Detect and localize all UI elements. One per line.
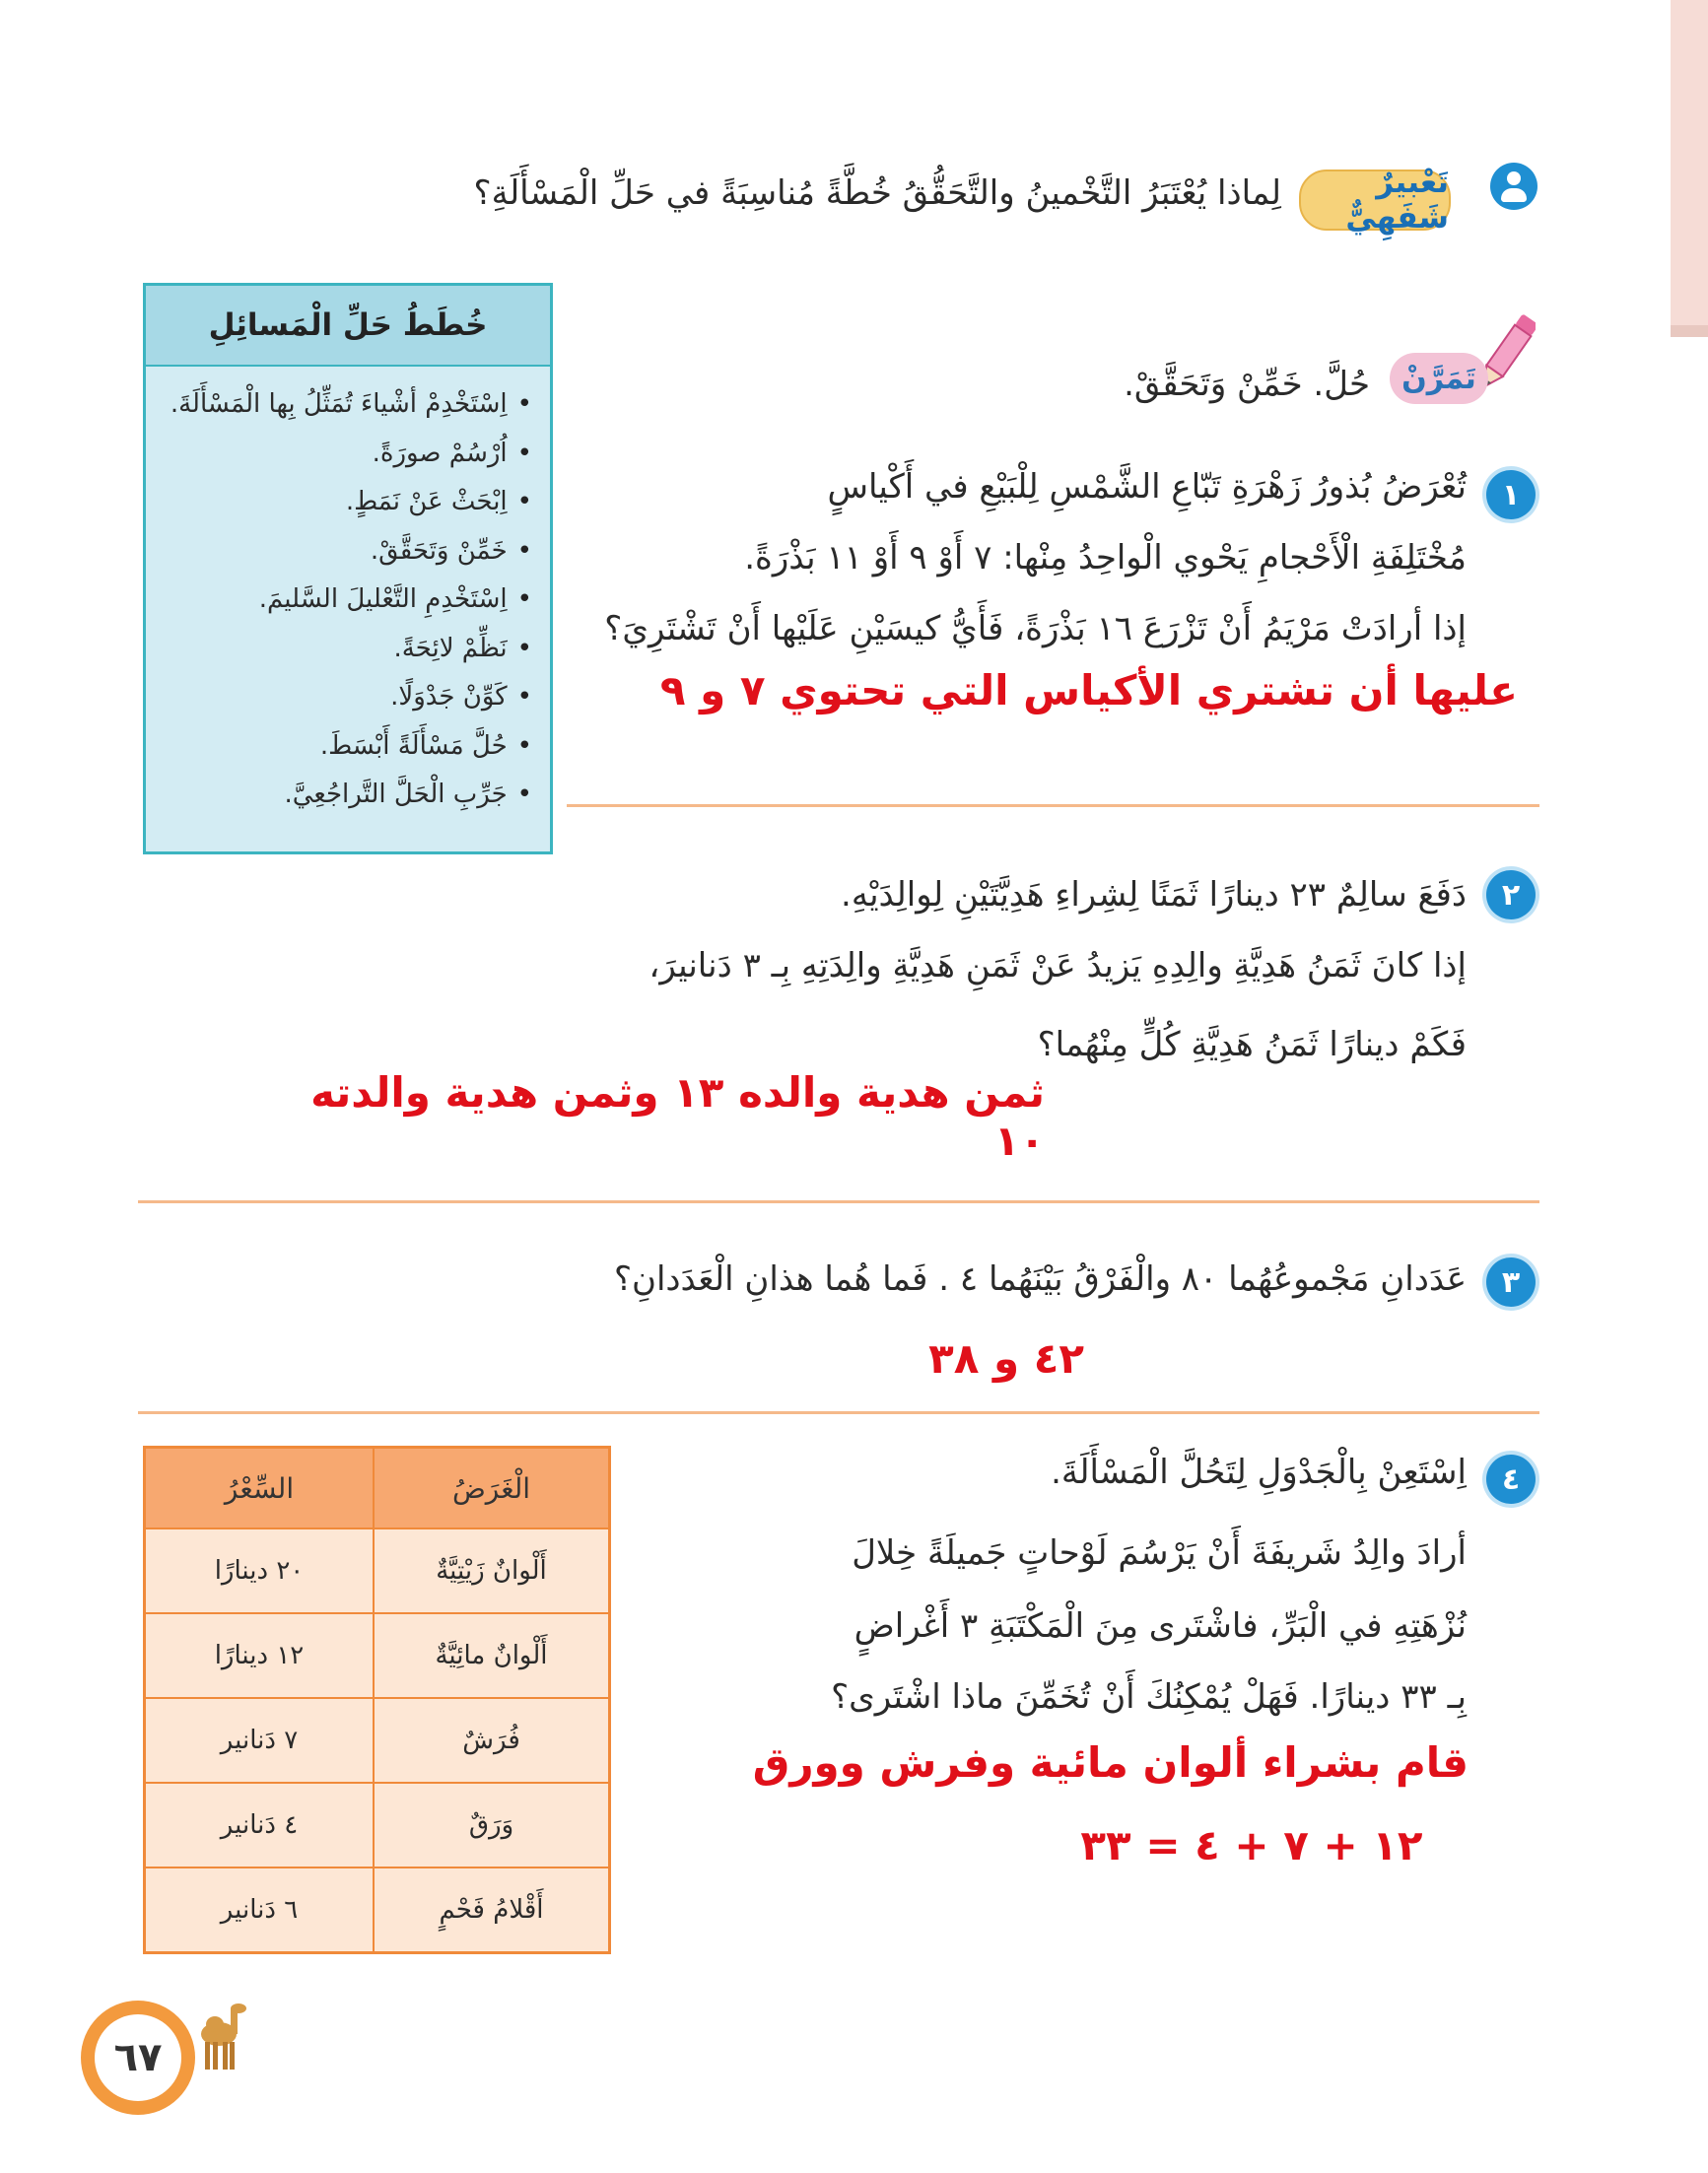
table-row [145,1528,610,1613]
practice-badge: تَمَرَّنْ [1390,353,1488,404]
oral-question: لِماذا يُعْتَبَرُ التَّخْمينُ والتَّحَقُّقُ خُطَّةً مُناسِبَةً في حَلِّ الْمَسْأَلَةِ؟ [473,173,1281,213]
edge-tab-shadow [1671,325,1708,337]
divider [138,1200,1539,1203]
q4-line-2: أرادَ والِدُ شَريفَةَ أَنْ يَرْسُمَ لَوْحاتٍ جَميلَةً خِلالَ [852,1533,1467,1573]
table-header-item: الْغَرَضُ [374,1448,610,1529]
oral-expression-badge: تَعْبيرٌ شَفَهِيٌّ [1299,170,1451,231]
q4-line-4: بِـ ٣٣ دينارًا. فَهَلْ يُمْكِنُكَ أَنْ تُخَمِّنَ ماذا اشْتَرى؟ [831,1677,1467,1717]
strategy-item: •اِسْتَخْدِمِ التَّعْليلَ السَّليمَ. [258,584,532,614]
q2-line-1: دَفَعَ سالِمٌ ٢٣ دينارًا ثَمَنًا لِشِراءِ هَدِيَّتَيْنِ لِوالِدَيْهِ. [841,875,1467,915]
strategy-item: •اُرْسُمْ صورَةً. [372,438,532,468]
item-cell: أَقْلامُ فَحْمٍ [374,1867,610,1953]
q2-answer: ثمن هدية والده ١٣ وثمن هدية والدته ١٠ [310,1068,1045,1165]
price-table [143,1446,611,1954]
divider [138,1411,1539,1414]
table-row [145,1867,610,1953]
item-cell: أَلْوانٌ زَيْتِيَّةٌ [374,1528,610,1613]
strategy-item: •نَظِّمْ لائِحَةً. [393,633,532,663]
q4-line-3: نُزْهَتِهِ في الْبَرِّ، فاشْتَرى مِنَ الْمَكْتَبَةِ ٣ أَغْراضٍ [854,1606,1467,1646]
table-row [145,1698,610,1783]
item-cell: أَلْوانٌ مائِيَّةٌ [374,1613,610,1698]
page-number-badge [81,2001,195,2115]
q4-answer-line-1: قام بشراء ألوان مائية وفرش وورق [752,1738,1469,1787]
table-header-price: السِّعْرُ [145,1448,375,1529]
q4-line-1: اِسْتَعِنْ بِالْجَدْوَلِ لِتَحُلَّ الْمَسْأَلَةَ. [1051,1453,1467,1492]
strategy-item: •حُلَّ مَسْأَلَةً أَبْسَطَ. [319,730,532,761]
question-2-number: ٢ [1486,870,1536,919]
q3-answer: ٤٢ و ٣٨ [928,1334,1084,1383]
edge-tab [1671,0,1708,335]
strategy-item: •جَرِّبِ الْحَلَّ التَّراجُعِيَّ. [284,780,532,809]
speaker-person-icon [1490,163,1537,210]
camel-icon [193,1999,248,2073]
strategies-title: خُطَطُ حَلِّ الْمَسائِلِ [146,286,550,367]
item-cell: وَرَقٌ [374,1783,610,1867]
price-cell: ٦ دَنانير [145,1867,375,1953]
divider [567,804,1539,807]
q1-line-1: تُعْرَضُ بُذورُ زَهْرَةِ تَبّاعِ الشَّمْسِ لِلْبَيْعِ في أَكْياسٍ [827,467,1467,507]
price-cell: ٧ دَنانير [145,1698,375,1783]
question-3-number: ٣ [1486,1257,1536,1307]
q1-line-3: إذا أرادَتْ مَرْيَمُ أَنْ تَزْرَعَ ١٦ بَذْرَةً، فَأَيُّ كيسَيْنِ عَلَيْها أَنْ تَشْتَرِيَ؟ [604,609,1467,648]
question-1-number: ١ [1486,470,1536,519]
price-cell: ٢٠ دينارًا [145,1528,375,1613]
table-row [145,1783,610,1867]
price-cell: ١٢ دينارًا [145,1613,375,1698]
q2-line-2: إذا كانَ ثَمَنُ هَدِيَّةِ والِدِهِ يَزيدُ عَنْ ثَمَنِ هَدِيَّةِ والِدَتِهِ بِـ ٣ دَنانيرَ، [649,946,1467,985]
strategies-list [146,380,532,820]
q4-answer-line-2: ١٢ + ٧ + ٤ = ٣٣ [1080,1821,1423,1869]
strategies-box [143,283,553,854]
table-row [145,1613,610,1698]
strategy-item: •كَوِّنْ جَدْوَلًا. [390,682,532,712]
strategy-item: •اِبْحَثْ عَنْ نَمَطٍ. [345,487,532,516]
practice-instruction: حُلَّ. خَمِّنْ وَتَحَقَّقْ. [1124,365,1370,404]
q1-line-2: مُخْتَلِفَةِ الْأَحْجامِ يَحْوي الْواحِدُ مِنْها: ٧ أَوْ ٩ أَوْ ١١ بَذْرَةً. [744,538,1467,577]
q2-line-3: فَكَمْ دينارًا ثَمَنُ هَدِيَّةِ كُلٍّ مِنْهُما؟ [1037,1025,1467,1064]
question-4-number: ٤ [1486,1455,1536,1504]
strategy-item: •خَمِّنْ وَتَحَقَّقْ. [370,535,532,566]
item-cell: فُرَشٌ [374,1698,610,1783]
q1-answer: عليها أن تشتري الأكياس التي تحتوي ٧ و ٩ [659,666,1518,714]
page-number: ٦٧ [95,2014,181,2101]
strategy-item: •اِسْتَخْدِمْ أشْياءَ تُمَثِّلُ بِها الْمَسْأَلَةَ. [170,389,532,419]
price-cell: ٤ دَنانير [145,1783,375,1867]
q3-line-1: عَدَدانِ مَجْموعُهُما ٨٠ والْفَرْقُ بَيْنَهُما ٤ . فَما هُما هذانِ الْعَدَدانِ؟ [613,1259,1467,1299]
